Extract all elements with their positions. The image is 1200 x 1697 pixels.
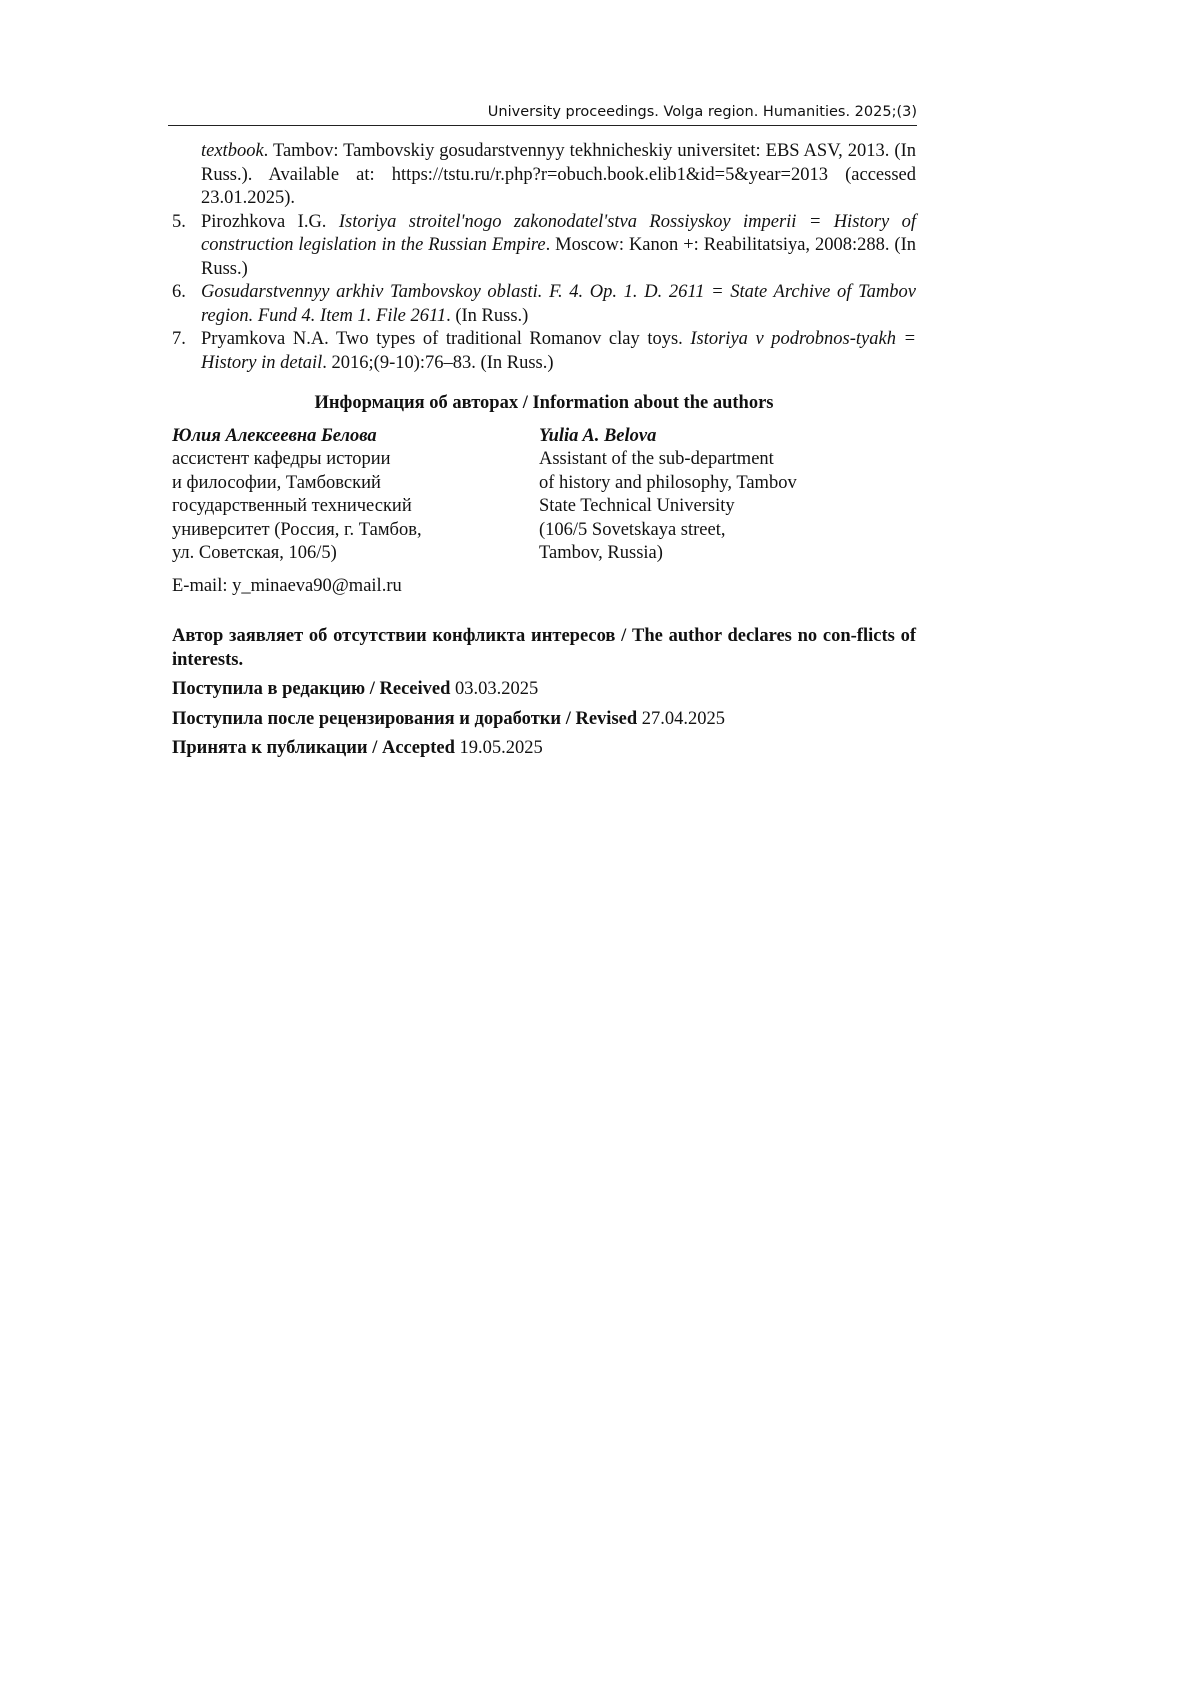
affiliation-line: State Technical University xyxy=(539,496,735,516)
ref-number: 5. xyxy=(172,211,186,232)
affiliation-line: университет (Россия, г. Тамбов, xyxy=(172,519,422,540)
revised-date: 27.04.2025 xyxy=(637,708,726,729)
accepted-line xyxy=(172,737,916,761)
received-line xyxy=(172,678,916,702)
ref-text: Pirozhkova I.G. xyxy=(201,211,339,232)
affiliation-line: Tambov, Russia) xyxy=(539,543,663,563)
ref-text: Pryamkova N.A. Two types of traditional Romanov clay toys. xyxy=(201,329,691,349)
affiliation-line: Assistant of the sub-department xyxy=(539,449,774,469)
ref-title: Istoriya v podrobnos-tyakh = History in detail xyxy=(201,329,916,373)
affiliation-line: государственный технический xyxy=(172,496,412,516)
affiliation-line: ассистент кафедры истории xyxy=(172,449,391,469)
reference-item-6 xyxy=(172,281,916,328)
conflict-statement: Автор заявляет об отсутствии конфликта интересов / The author declares no con-flicts of interests. xyxy=(172,626,916,670)
ref-title: Istoriya stroitel'nogo zakonodatel'stva Rossiyskoy imperii = History of construction legislation in the Russian Empire xyxy=(201,211,916,255)
author-name-ru: Юлия Алексеевна Белова xyxy=(172,425,377,446)
author-ru xyxy=(172,425,539,566)
ref-number: 6. xyxy=(172,282,186,302)
running-header xyxy=(168,102,917,126)
ref-text: . Moscow: Kanon +: Reabilitatsiya, 2008:288. (In Russ.) xyxy=(201,235,916,279)
ref-number: 7. xyxy=(172,329,186,349)
authors-block xyxy=(172,425,916,566)
ref-text: . (In Russ.) xyxy=(446,305,529,326)
author-email: E-mail: y_minaeva90@mail.ru xyxy=(172,575,402,596)
author-en xyxy=(539,425,906,566)
author-name-en: Yulia A. Belova xyxy=(539,425,657,446)
reference-item-5 xyxy=(172,211,916,282)
ref-cont-text: . Tambov: Tambovskiy gosudarstvennyy tekhnicheskiy universitet: EBS ASV, 2013. (In Russ.). Available at: https://tstu.ru/r.php?r=obuch.book.elib1&id=5&year=2013 (accessed 23.01.2025). xyxy=(201,141,916,208)
ref-title: Gosudarstvennyy arkhiv Tambovskoy oblasti. F. 4. Op. 1. D. 2611 = State Archive of Tambov region. Fund 4. Item 1. File 2611 xyxy=(201,282,916,326)
ref-cont-italic: textbook xyxy=(201,141,264,161)
ref-text: . 2016;(9-10):76–83. (In Russ.) xyxy=(322,352,554,373)
authors-section-title: Информация об авторах / Information about the authors xyxy=(314,393,774,413)
page-content xyxy=(172,140,916,761)
journal-title: University proceedings. Volga region. Humanities. 2025;(3) xyxy=(487,104,917,120)
reference-continuation xyxy=(172,140,916,211)
received-date: 03.03.2025 xyxy=(450,679,539,699)
revised-label: Поступила после рецензирования и доработки / Revised xyxy=(172,708,638,729)
revised-line xyxy=(172,708,916,732)
affiliation-line: и философии, Тамбовский xyxy=(172,472,381,493)
accepted-date: 19.05.2025 xyxy=(454,738,543,758)
reference-item-7 xyxy=(172,328,916,375)
affiliation-line: (106/5 Sovetskaya street, xyxy=(539,519,726,540)
affiliation-line: of history and philosophy, Tambov xyxy=(539,472,797,493)
received-label: Поступила в редакцию / Received xyxy=(172,679,451,699)
accepted-label: Принята к публикации / Accepted xyxy=(172,738,455,758)
affiliation-line: ул. Советская, 106/5) xyxy=(172,543,337,563)
